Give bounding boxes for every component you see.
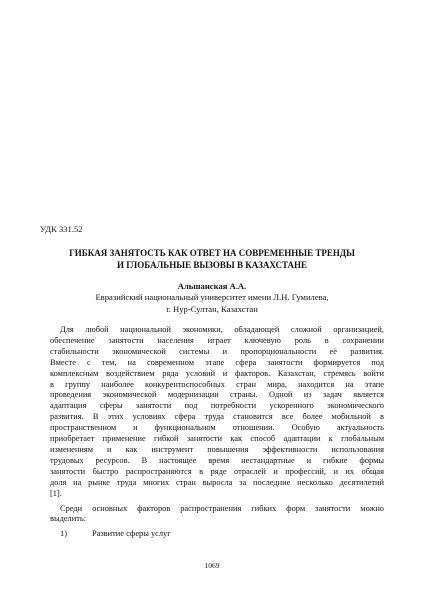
paragraph-line: [1]. (50, 488, 62, 498)
article-title-line: И ГЛОБАЛЬНЫЕ ВЫЗОВЫ В КАЗАХСТАНЕ (116, 259, 308, 270)
paragraph-line: адаптация сферы занятости под потребности ускоренного экономического (50, 401, 384, 411)
udc-code: УДК 331.52 (40, 224, 83, 234)
paragraph (50, 504, 384, 526)
paragraph-line: Вместе с тем, на современном этапе сфера занятости формируется под (50, 357, 384, 367)
article-title (40, 248, 384, 271)
paragraph (50, 325, 384, 500)
author-block (40, 281, 384, 315)
paragraph-line: Среди основных факторов распространения гибких форм занятости можно (60, 503, 384, 513)
list-item-number: 1) (60, 529, 67, 539)
paragraph-line: пространственном и функциональном отношении. Особую актуальность (50, 423, 384, 433)
paragraph-line: выделить: (50, 514, 87, 524)
paragraph-line: занятости быстро распространяются в ряде отраслей и профессий, и их общая (50, 466, 384, 476)
paragraph-line: доля на рынке труда многих стран выросла за последние несколько десятилетий (50, 477, 384, 487)
affiliation-line: г. Нур-Султан, Казахстан (166, 303, 258, 314)
paragraph-line: изменениям и как инструмент повышения эффективности использования (50, 444, 384, 454)
paragraph-line: проведения экономической модернизации страны. Одной из задач является (50, 390, 384, 400)
paragraph-line: трудовых ресурсов. В настоящее время нестандартные и гибкие формы (50, 455, 384, 465)
list-item-text: Развитие сферы услуг (92, 529, 171, 539)
paragraph-line: обеспечение занятости населения играет ключевую роль в сохранении (50, 335, 384, 345)
paragraph-line: развития. В этих условиях сфера труда становится все более мобильной в (50, 412, 384, 422)
paragraph-line: комплексным воздействием ряда условий и факторов. Казахстан, стремясь войти (50, 368, 384, 378)
author-name: Альшанская А.А. (177, 281, 247, 291)
paragraph-line: в группу наиболее конкурентоспособных стран мира, находится на этапе (50, 379, 384, 389)
paragraph-line: Для любой национальной экономики, обладающей сложной организацией, (60, 325, 384, 334)
list-item (50, 529, 384, 540)
paragraph-line: приобретает применение гибкой занятости как способ адаптации к глобальным (50, 434, 384, 444)
article-title-line: ГИБКАЯ ЗАНЯТОСТЬ КАК ОТВЕТ НА СОВРЕМЕННЫЕ ТРЕНДЫ (69, 248, 355, 258)
article-body (50, 325, 384, 540)
paragraph-line: стабильности экономической системы и пропорциональности её развития. (50, 346, 384, 356)
affiliation-line: Евразийский национальный университет имени Л.Н. Гумилева, (95, 292, 329, 303)
page-number: 1069 (204, 561, 220, 570)
